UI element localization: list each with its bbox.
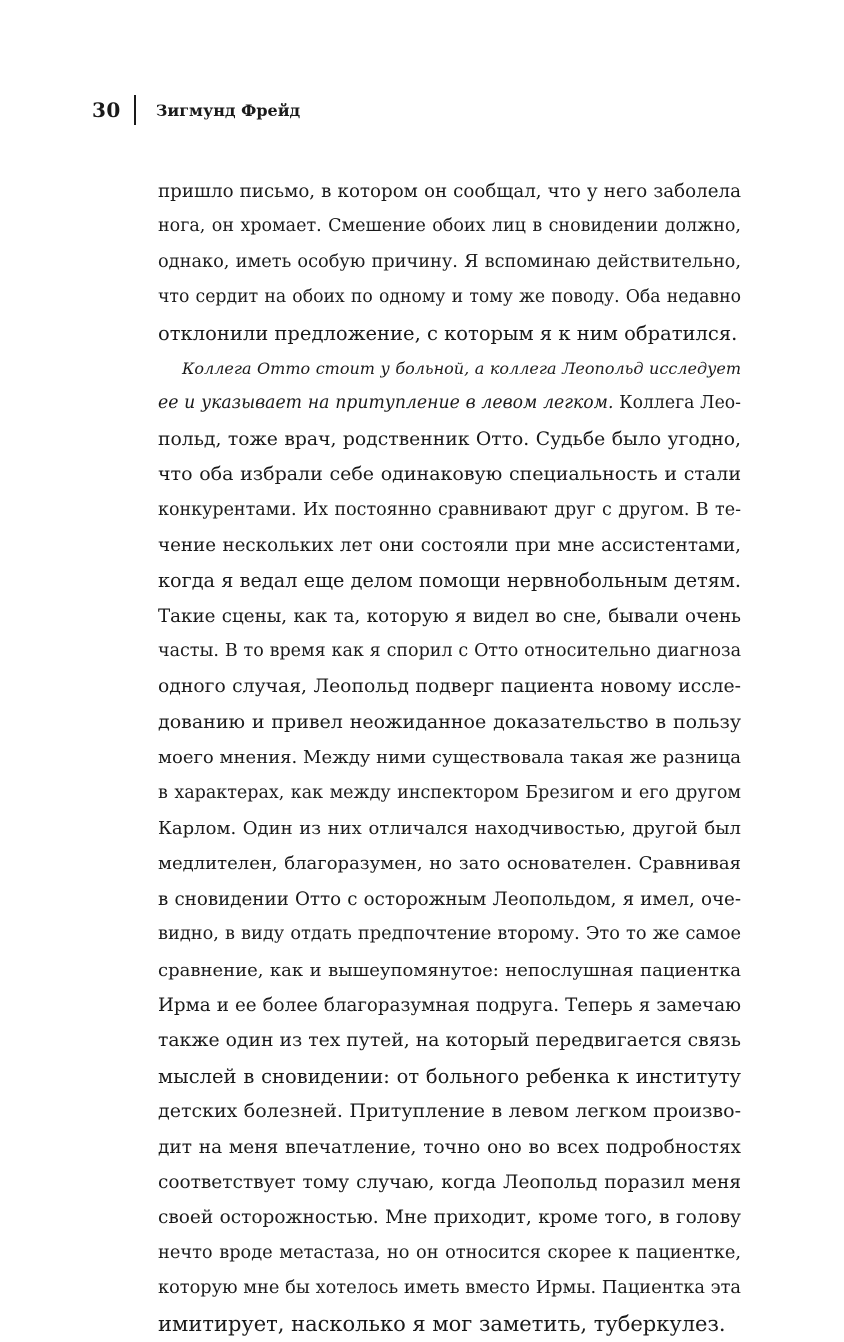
page-number: 30	[92, 98, 121, 122]
text-line: детских болезней. Притупление в левом легком произво-	[158, 1100, 741, 1123]
text-line: мыслей в сновидении: от больного ребенка к институту	[158, 1064, 741, 1088]
text-line: часты. В то время как я спорил с Отто относительно диагноза	[158, 641, 741, 662]
text-line: польд, тоже врач, родственник Отто. Судьбе было угодно,	[158, 428, 741, 450]
italic-quote: Коллега Отто стоит у больной, а коллега Леопольд исследует	[182, 358, 741, 378]
text-line: дит на меня впечатление, точно оно во всех подробностях	[158, 1136, 741, 1158]
header-divider	[134, 95, 136, 125]
text-line: дованию и привел неожиданное доказательство в пользу	[158, 710, 741, 733]
text-line: в сновидении Отто с осторожным Леопольдом, я имел, оче-	[158, 888, 741, 910]
paragraph-end-line: отклонили предложение, с которым я к ним обратился.	[158, 321, 738, 345]
text-line: в характерах, как между инспектором Брезигом и его другом	[158, 782, 741, 803]
paragraph-end-line: имитирует, насколько я мог заметить, туберкулез.	[158, 1311, 726, 1336]
body-text	[158, 174, 741, 1342]
text-line: медлителен, благоразумен, но зато основателен. Сравнивая	[158, 853, 741, 875]
text-line: чение нескольких лет они состояли при мне ассистентами,	[158, 534, 741, 556]
text-line: что сердит на обоих по одному и тому же поводу. Оба недавно	[158, 287, 741, 308]
text-line: сравнение, как и вышеупомянутое: непослушная пациентка	[158, 959, 741, 981]
text-line: ее и указывает на притупление в левом легком. Коллега Лео-	[158, 393, 741, 414]
italic-quote: ее и указывает на притупление в левом легком.	[158, 393, 614, 414]
text-line: Такие сцены, как та, которую я видел во сне, бывали очень	[158, 605, 741, 627]
text-line: которую мне бы хотелось иметь вместо Ирмы. Пациентка эта	[158, 1278, 741, 1299]
text-line: однако, иметь особую причину. Я вспоминаю действительно,	[158, 251, 741, 272]
text-line: видно, в виду отдать предпочтение второму. Это то же самое	[158, 924, 741, 945]
text-line: нога, он хромает. Смешение обоих лиц в сновидении должно,	[158, 216, 741, 237]
running-head-author: Зигмунд Фрейд	[155, 100, 301, 120]
text-line: Ирма и ее более благоразумная подруга. Теперь я замечаю	[158, 994, 741, 1016]
text-line: также один из тех путей, на который передвигается связь	[158, 1030, 741, 1052]
paragraph-start-line	[158, 351, 741, 386]
text-line: Карлом. Один из них отличался находчивостью, другой был	[158, 818, 741, 840]
running-head	[92, 94, 300, 126]
text-line: соответствует тому случаю, когда Леопольд поразил меня	[158, 1171, 741, 1193]
text-line: что оба избрали себе одинаковую специальность и стали	[158, 463, 741, 486]
text-line: одного случая, Леопольд подверг пациента новому иссле-	[158, 676, 741, 698]
text-line: когда я ведал еще делом помощи нервнобольным детям.	[158, 569, 741, 593]
text-line: нечто вроде метастаза, но он относится скорее к пациентке,	[158, 1242, 741, 1263]
text-line: пришло письмо, в котором он сообщал, что у него заболела	[158, 181, 741, 202]
text-line: своей осторожностью. Мне приходит, кроме того, в голову	[158, 1207, 741, 1229]
text-line: конкурентами. Их постоянно сравнивают друг с другом. В те-	[158, 499, 741, 520]
text-line: моего мнения. Между ними существовала такая же разница	[158, 747, 741, 769]
